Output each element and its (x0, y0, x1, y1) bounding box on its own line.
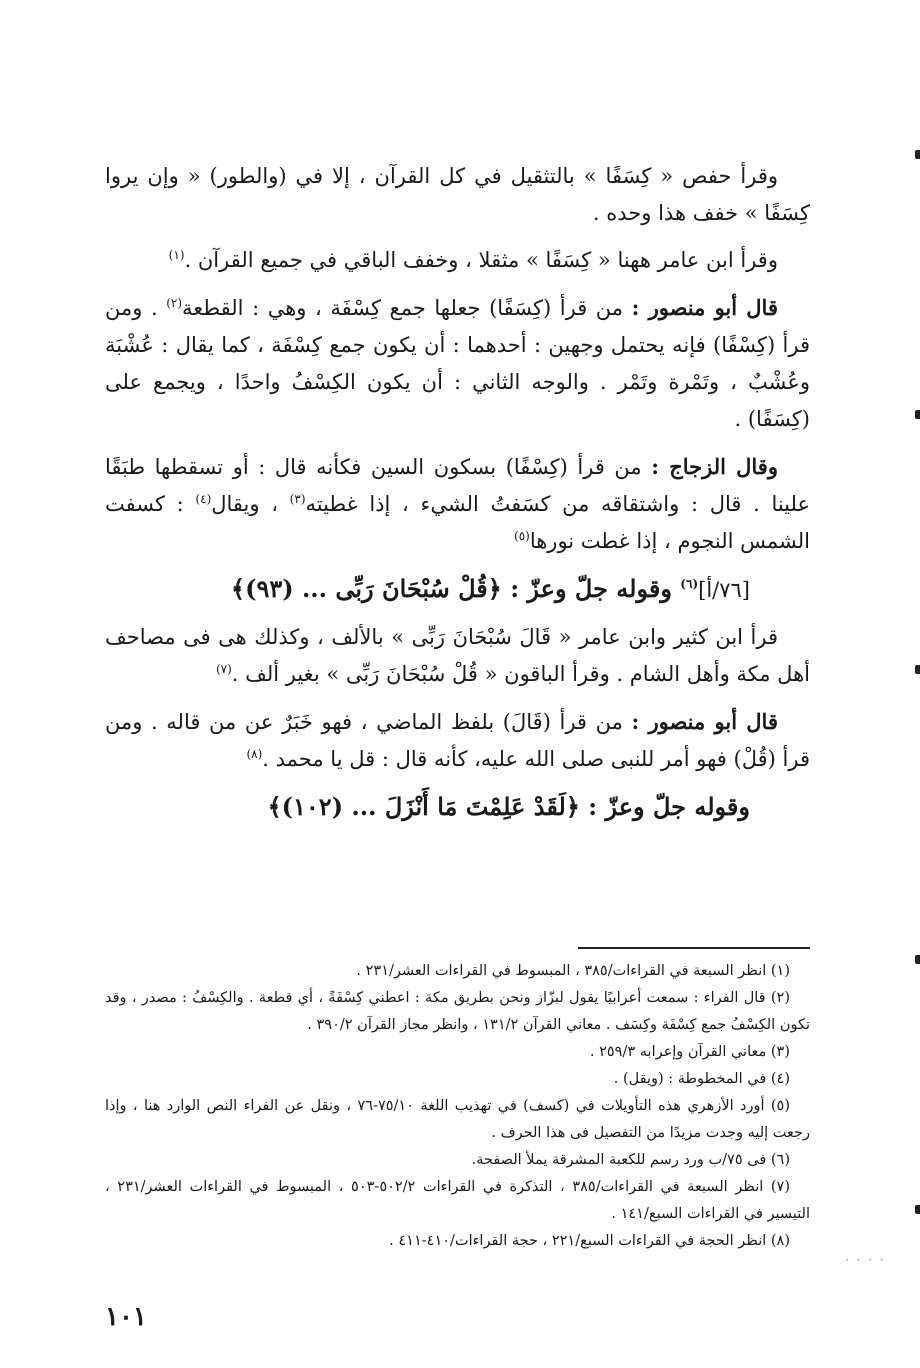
scan-edge-mark (915, 150, 920, 159)
paragraph-abu-mansur-qal: قال أبو منصور : من قرأ (قَالَ) بلفظ الماضي ، فهو خَبَرٌ عن من قاله . ومن قرأ (قُلْ) فهو أمر للنبى صلى الله عليه، كأنه قال : قل يا محمد .$^{(٨)}$ (105, 709, 810, 771)
page-number: ١٠١ (105, 1302, 147, 1332)
scan-edge-mark (915, 1205, 920, 1214)
footnote-separator (578, 947, 810, 949)
note-ref-2: (٢) (166, 296, 183, 310)
note-ref-1: (١) (168, 248, 185, 262)
folio-ref: [٧٦/أ] (698, 578, 750, 602)
note-ref-8: (٨) (246, 747, 263, 761)
main-text (105, 158, 810, 825)
scan-edge-mark (915, 665, 920, 674)
verse-102-text: ﴿لَقَدْ عَلِمْتَ مَا أَنْزَلَ ... (١٠٢)﴾ (267, 792, 580, 821)
scan-edge-mark (915, 410, 920, 419)
footnote-2: (٢) قال الفراء : سمعت أعرابيًا يقول لبزّاز ونحن بطريق مكة : اعطني كِسْفَةً ، أي قطعة . والكِسْفُ : مصدر ، وقد تكون الكِسْفُ جمع كِسْفَة وكِسَف . معاني القرآن ١٣١/٢ ، وانظر مجاز القرآن ٣٩٠/٢ . (105, 990, 810, 1033)
paragraph-hafs-reading: وقرأ حفص « كِسَفًا » بالتثقيل في كل القرآن ، إلا في (والطور) « وإن يروا كِسَفًا » خفف هذا وحده . (105, 164, 810, 225)
lead-abu-mansur: قال أبو منصور : (631, 295, 778, 320)
footnotes (105, 958, 810, 1255)
scan-edge-mark (915, 955, 920, 964)
footnote-7: (٧) انظر السبعة في القراءات/٣٨٥ ، التذكرة في القراءات ٥٠٢/٢-٥٠٣ ، المبسوط في القراءات العشر/٢٣١ ، التيسير في القراءات السبع/١٤١ . (105, 1179, 810, 1222)
verse-93-text: ﴿قُلْ سُبْحَانَ رَبِّى ... (٩٣)﴾ (231, 574, 502, 603)
footnote-5: (٥) أورد الأزهري هذه التأويلات في (كسف) في تهذيب اللغة ٧٥/١٠-٧٦ ، ونقل عن الفراء النص الوارد هنا ، وإذا رجعت إليه وجدت مزيدًا من التفصيل فى هذا الحرف . (105, 1098, 810, 1141)
lead-zajjaj: وقال الزجاج : (651, 454, 778, 479)
footnote-1: (١) انظر السبعة في القراءات/٣٨٥ ، المبسوط في القراءات العشر/٢٣١ . (356, 963, 790, 979)
note-ref-5: (٥) (514, 529, 530, 543)
verse-102: وقوله جلّ وعزّ : ﴿لَقَدْ عَلِمْتَ مَا أَنْزَلَ ... (١٠٢)﴾ (267, 792, 750, 821)
verse-93: [٧٦/أ]$^{(٦)}$ وقوله جلّ وعزّ : ﴿قُلْ سُبْحَانَ رَبِّى ... (٩٣)﴾ (231, 574, 750, 603)
paragraph-abu-mansur-kisaf: قال أبو منصور : من قرأ (كِسَفًا) جعلها جمع كِسْفَة ، وهي : القطعة$^{(٢)}$ . ومن قرأ (كِسْفًا) فإنه يحتمل وجهين : أحدهما : أن يكون جمع كِسْفَة ، كما يقال : عُشْبَة وعُشْبٌ ، وتَمْرة وتَمْر . والوجه الثاني : أن يكون الكِسْفُ واحدًا ، ويجمع على (كِسَفًا) . (105, 295, 810, 431)
note-ref-6: (٦) (680, 577, 699, 591)
footnote-4: (٤) في المخطوطة : (ويقل) . (613, 1071, 790, 1087)
footnote-8: (٨) انظر الحجة في القراءات السبع/٢٢١ ، حجة القراءات/٤١٠-٤١١ . (389, 1233, 790, 1249)
footnote-3: (٣) معاني القرآن وإعرابه ٢٥٩/٣ . (589, 1044, 790, 1060)
note-ref-4: (٤) (195, 492, 212, 506)
footnote-6: (٦) فى ٧٥/ب ورد رسم للكعبة المشرقة يملأ الصفحة. (471, 1152, 790, 1168)
note-ref-7: (٧) (215, 662, 232, 676)
note-ref-3: (٣) (289, 492, 306, 506)
paragraph-ibn-amir-reading: وقرأ ابن عامر ههنا « كِسَفًا » مثقلا ، وخفف الباقي في جميع القرآن .$^{(١)}$ (168, 248, 778, 272)
lead-abu-mansur-2: قال أبو منصور : (631, 709, 778, 734)
paragraph-zajjaj: وقال الزجاج : من قرأ (كِسْفًا) بسكون السين فكأنه قال : أو تسقطها طبَقًا علينا . قال : واشتقاقه من كسَفتُ الشيء ، إذا غطيته$^{(٣)}$ ، ويقال$^{(٤)}$ : كسفت الشمس النجوم ، إذا غطت نورها$^{(٥)}$ (105, 454, 810, 553)
paragraph-qal-reading: قرأ ابن كثير وابن عامر « قَالَ سُبْحَانَ رَبِّى » بالألف ، وكذلك هى فى مصاحف أهل مكة وأهل الشام . وقرأ الباقون « قُلْ سُبْحَانَ رَبِّى » بغير ألف .$^{(٧)}$ (105, 625, 810, 686)
scan-specks: · · · · (845, 1253, 886, 1267)
